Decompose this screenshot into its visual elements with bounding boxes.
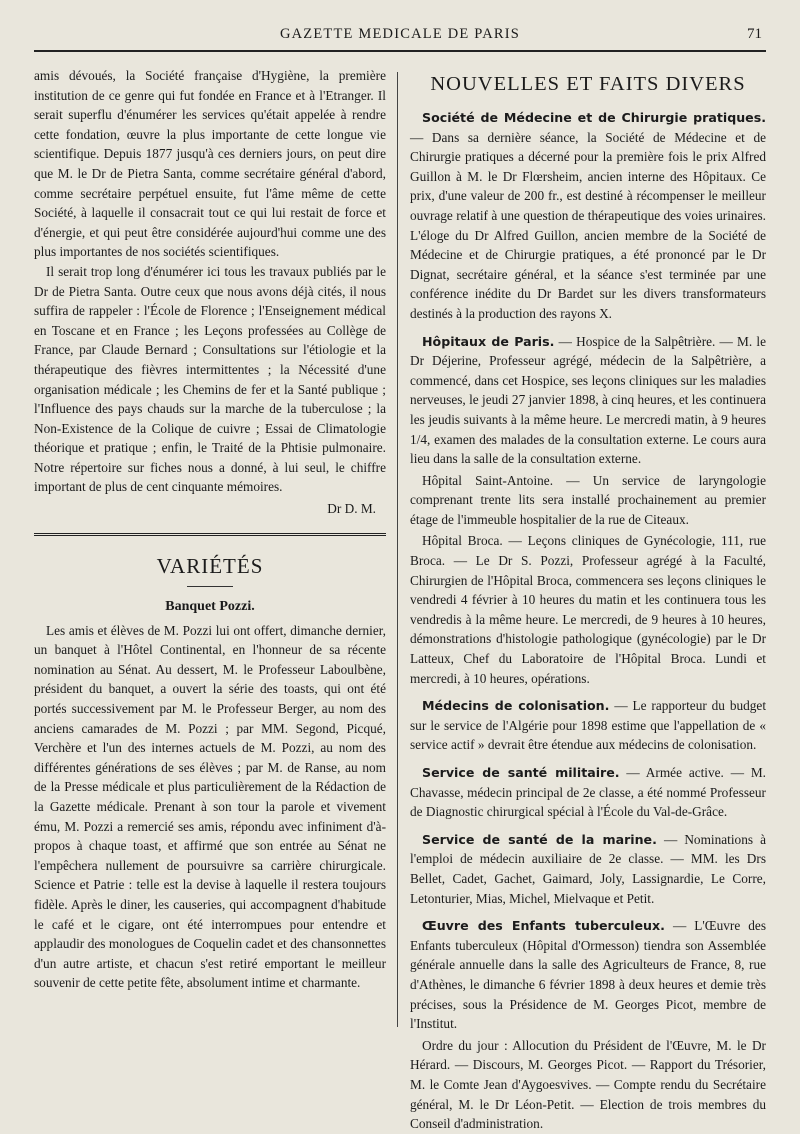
left-column (34, 66, 386, 993)
news-heading: Service de santé de la marine. (422, 831, 657, 847)
news-text: — Nominations à l'emploi de médecin auxiliaire de 2e classe. — MM. les Drs Bellet, Cadet, Gachet, Gaimard, Joly, Lassignardie, Le Corre, Letonturier, Mias, Michel, Mielvaque et Petit. (410, 831, 767, 906)
journal-title: GAZETTE MEDICALE DE PARIS (279, 26, 521, 42)
news-item (410, 471, 766, 530)
news-text: Hôpital Broca. — Leçons cliniques de Gynécologie, 111, rue Broca. — Le Dr S. Pozzi, Professeur agrégé à la Faculté, Chirurgien de l'Hôpital Broca, commencera ses leçons cliniques le vendredi 4 février à 10 heures du matin et les continuera tous les vendredis à la même heure. Le mercredi, de 9 heures à 10 heures, démonstrations d'histologie pathologique (gynécologie) par le Dr Latteux, Chef du Laboratoire de l'Hôpital Broca. Lundi et mercredi, à 10 heures, opérations. (410, 533, 766, 686)
column-divider (397, 72, 398, 1027)
news-item (410, 108, 766, 324)
section-title-varietes: VARIÉTÉS (156, 553, 264, 578)
news-text: — Le rapporteur du budget sur le service de l'Algérie pour 1898 estime que l'appellation de « service actif » devrait être étendue aux médecins de colonisation. (410, 698, 767, 753)
news-text: — Armée active. — M. Chavasse, médecin principal de 2e classe, a été nommé Professeur de Diagnostic chirurgical spécial à l'École du Val-de-Grâce. (410, 765, 766, 820)
news-text: — L'Œuvre des Enfants tuberculeux (Hôpital d'Ormesson) tiendra son Assemblée générale annuelle dans la salle des Agriculteurs de France, 8, rue d'Athènes, le dimanche 6 février 1898 à deux heures et demie très précises, sous la Présidence de M. Georges Picot, membre de l'Institut. (410, 918, 767, 1032)
news-text: Ordre du jour : Allocution du Président de l'Œuvre, M. le Dr Hérard. — Discours, M. Georges Picot. — Rapport du Trésorier, M. le Comte Jean d'Aygoesvives. — Compte rendu du Secrétaire général, M. le Dr Léon-Petit. — Election de trois membres du Conseil d'administration. (410, 1037, 766, 1132)
title-underline (187, 586, 233, 587)
news-heading: Société de Médecine et de Chirurgie pratiques. (422, 110, 766, 125)
article-title: Banquet Pozzi. (165, 598, 255, 614)
running-head (34, 14, 766, 52)
author-signature: Dr D. M. (327, 501, 376, 517)
article-body: Les amis et élèves de M. Pozzi lui ont offert, dimanche dernier, un banquet à l'Hôtel Continental, en l'honneur de sa récente nomination au Sénat. Au dessert, M. le Professeur Laboulbène, président du banquet, a ouvert la série des toasts, qui ont été portés successivement par M. le Professeur Berger, au nom des anciens camarades de M. Pozzi ; par MM. Segond, Picqué, Verchère et l'un des internes actuels de M. Pozzi, au nom des différentes générations de ses élèves ; par M. de Ranse, au nom de la Presse médicale et plus particulièrement de la Rédaction de la Gazette médicale. Prenant à son tour la parole et vivement ému, M. Pozzi a remercié ses amis, répondu avec infiniment d'à-propos à chaque toast, et affirmé que son entrée au Sénat ne l'empêchera nullement de poursuivre sa carrière chirurgicale. Science et Patrie : telle est la devise à laquelle il restera toujours fidèle. Après le diner, les causeries, qui accompagnent d'habitude le café et le cigare, ont été interrompues pour entendre et applaudir des monologues de Coquelin cadet et des chansonnettes d'un autre artiste, et chacun s'est retiré emportant le meilleur souvenir de cette petite fête, absolument intime et charmante. (34, 622, 386, 991)
news-heading: Médecins de colonisation. (422, 698, 610, 714)
news-item (410, 763, 766, 822)
news-text: — Dans sa dernière séance, la Société de Médecine et de Chirurgie pratiques a décerné pour la première fois le prix Alfred Guillon à M. le Dr Flœrsheim, ancien interne des Hôpitaux. Ce prix, d'une valeur de 200 fr., est destiné à récompenser le meilleur ouvrage relatif à une question de thérapeutique des voies urinaires. L'éloge du Dr Alfred Guillon, ancien membre de la Société de Médecine et de Chirurgie pratiques, a été prononcé par le Dr Dignat, secrétaire général, et la séance s'est terminée par une conférence inédite du Dr Bardet sur les divers transformateurs destinés à la production des rayons X. (410, 129, 766, 321)
page-number: 71 (747, 26, 762, 42)
news-text: — Hospice de la Salpêtrière. — M. le Dr Déjerine, Professeur agrégé, médecin de la Salpêtrière, a commencé, dans cet Hospice, ses leçons cliniques sur les maladies nerveuses, le jeudi 27 janvier 1898, à cinq heures, et les continuera les jeudis suivants à la même heure. Le mercredi matin, à 9 heures 1/4, examen des malades de la consultation externe. Le cours aura lieu dans la salle de la consultation externe. (410, 333, 766, 467)
section-divider (34, 533, 386, 536)
news-heading: Service de santé militaire. (422, 765, 620, 780)
obituary-works: Il serait trop long d'énumérer ici tous les travaux publiés par le Dr de Pietra Santa. Outre ceux que nous avons déjà cités, il nous suffira de rappeler : l'École de Florence ; l'Enseignement médical en Toscane et en France ; les Leçons professées au Collège de France, par Claude Bernard ; Consultations sur l'étiologie et la thérapeutique des fièvres intermittentes ; la Nécessité d'une organisation médicale ; les Chemins de fer et la Santé publique ; l'Influence des pays chauds sur la marche de la tuberculose ; la Non-Existence de la Colique de cuivre ; Essai de Climatologie théorique et pratique ; enfin, le Traité de la Phtisie pulmonaire. Notre répertoire sur fiches nous a donné, à lui seul, le chiffre important de plus de cent cinquante mémoires. (34, 263, 386, 495)
obituary-continuation: amis dévoués, la Société française d'Hygiène, la première institution de ce genre qui fut fondée en France et à l'Etranger. Il serait superflu d'énumérer les services qu'était appelée à rendre cette fondation, œuvre la plus importante de cette longue vie scientifique. Depuis 1877 jusqu'à ces derniers jours, on peut dire que M. le Dr de Pietra Santa, comme secrétaire général d'abord, comme secrétaire perpétuel ensuite, fut l'âme même de cette Société, à laquelle il consacrait tout ce qui lui restait de force et d'énergie, et qui peut être considérée aujourd'hui comme une des plus importantes de nos sociétés scientifiques. (34, 68, 386, 260)
news-text: Hôpital Saint-Antoine. — Un service de laryngologie comprenant trente lits sera installé prochainement au premier étage de l'immeuble hospitalier de la rue de Citeaux. (410, 472, 766, 527)
news-heading: Œuvre des Enfants tuberculeux. (422, 918, 665, 934)
news-item (410, 1036, 766, 1134)
news-item (410, 531, 766, 688)
section-title-nouvelles: NOUVELLES ET FAITS DIVERS (430, 73, 746, 95)
news-item (410, 332, 766, 469)
news-item (410, 916, 766, 1034)
right-column (410, 66, 766, 1134)
news-item (410, 830, 766, 908)
news-item (410, 696, 766, 755)
news-heading: Hôpitaux de Paris. (422, 333, 555, 349)
